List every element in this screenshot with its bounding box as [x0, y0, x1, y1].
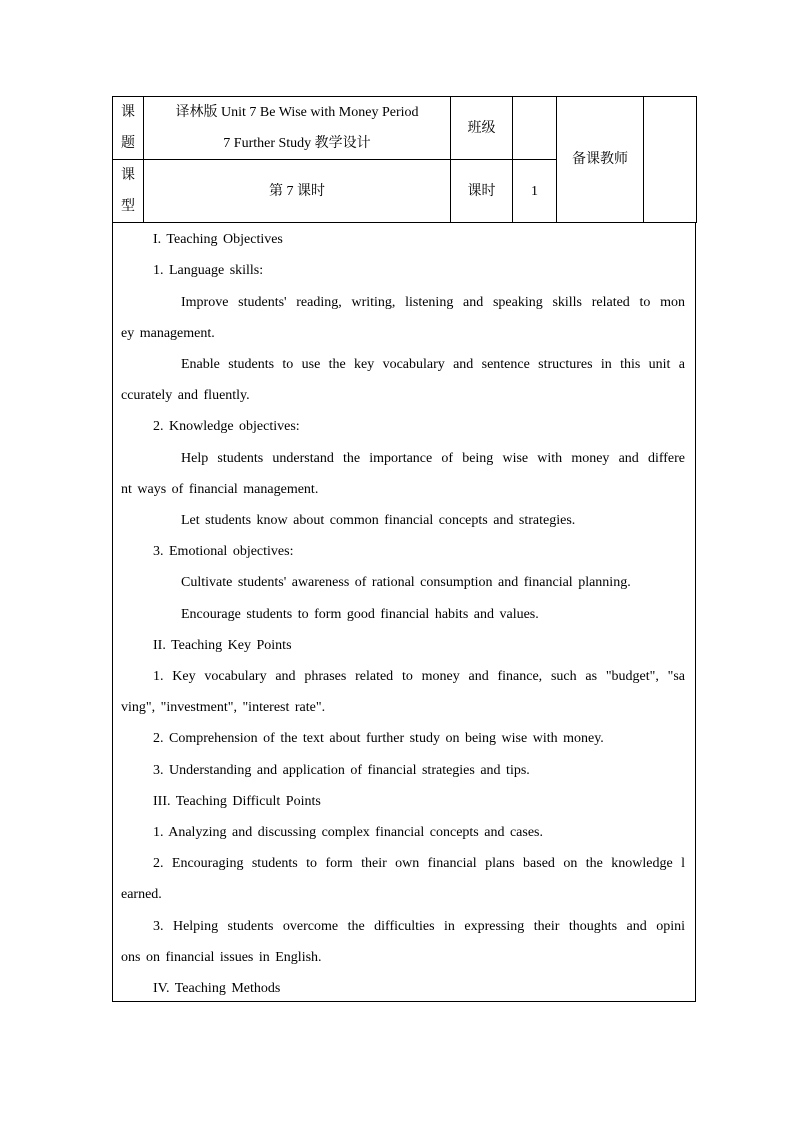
subheading-knowledge: 2. Knowledge objectives: — [153, 419, 300, 434]
class-label: 班级 — [467, 120, 496, 136]
paragraph-line: Enable students to use the key vocabulary and sentence structures in this unit a — [181, 357, 685, 372]
paragraph-line: Let students know about common financial concepts and strategies. — [181, 513, 576, 528]
prep-teacher-label: 备课教师 — [572, 152, 628, 167]
class-label-cell — [451, 97, 513, 160]
section-heading-objectives: I. Teaching Objectives — [153, 232, 283, 247]
paragraph-line: ccurately and fluently. — [121, 388, 250, 403]
paragraph-line: 1. Analyzing and discussing complex financial concepts and cases. — [153, 825, 544, 840]
hours-label-cell — [451, 160, 513, 223]
topic-label-char-2: 题 — [121, 136, 135, 151]
section-heading-methods: IV. Teaching Methods — [153, 981, 281, 996]
topic-label-cell — [113, 97, 144, 160]
paragraph-line: 2. Encouraging students to form their own financial plans based on the knowledge l — [153, 856, 685, 871]
lesson-number-cell — [144, 160, 451, 223]
class-value-cell[interactable] — [513, 97, 557, 160]
type-label-char-1: 课 — [121, 168, 135, 183]
type-label-cell — [113, 160, 144, 223]
paragraph-line: ving", "investment", "interest rate". — [121, 700, 326, 715]
lesson-number: 第 7 课时 — [269, 183, 325, 199]
paragraph-line: 1. Key vocabulary and phrases related to money and finance, such as "budget", "sa — [153, 669, 685, 684]
lesson-title-line-2: 7 Further Study 教学设计 — [223, 136, 371, 151]
paragraph-line: ons on financial issues in English. — [121, 950, 322, 965]
section-heading-key-points: II. Teaching Key Points — [153, 638, 292, 653]
hours-value: 1 — [531, 183, 538, 199]
prep-teacher-label-cell — [557, 97, 644, 223]
paragraph-line: 2. Comprehension of the text about further study on being wise with money. — [153, 731, 604, 746]
prep-teacher-value-cell[interactable] — [644, 97, 697, 223]
topic-label-char-1: 课 — [121, 105, 135, 120]
section-heading-difficult-points: III. Teaching Difficult Points — [153, 794, 321, 809]
paragraph-line: Cultivate students' awareness of rational consumption and financial planning. — [181, 575, 631, 590]
subheading-language-skills: 1. Language skills: — [153, 263, 264, 278]
paragraph-line: 3. Understanding and application of financial strategies and tips. — [153, 763, 530, 778]
lesson-header-table — [112, 96, 697, 223]
paragraph-line: Improve students' reading, writing, listening and speaking skills related to mon — [181, 295, 685, 310]
lesson-title-line-1: 译林版 Unit 7 Be Wise with Money Period — [175, 105, 419, 120]
lesson-title-cell — [144, 97, 451, 160]
paragraph-line: Help students understand the importance of being wise with money and differe — [181, 451, 685, 466]
paragraph-line: nt ways of financial management. — [121, 482, 319, 497]
paragraph-line: 3. Helping students overcome the difficulties in expressing their thoughts and opini — [153, 919, 685, 934]
paragraph-line: earned. — [121, 887, 162, 902]
paragraph-line: Encourage students to form good financial habits and values. — [181, 607, 539, 622]
hours-value-cell — [513, 160, 557, 223]
type-label-char-2: 型 — [121, 199, 135, 214]
subheading-emotional: 3. Emotional objectives: — [153, 544, 294, 559]
paragraph-line: ey management. — [121, 326, 215, 341]
hours-label: 课时 — [467, 183, 496, 199]
teaching-plan-body — [112, 222, 696, 1002]
